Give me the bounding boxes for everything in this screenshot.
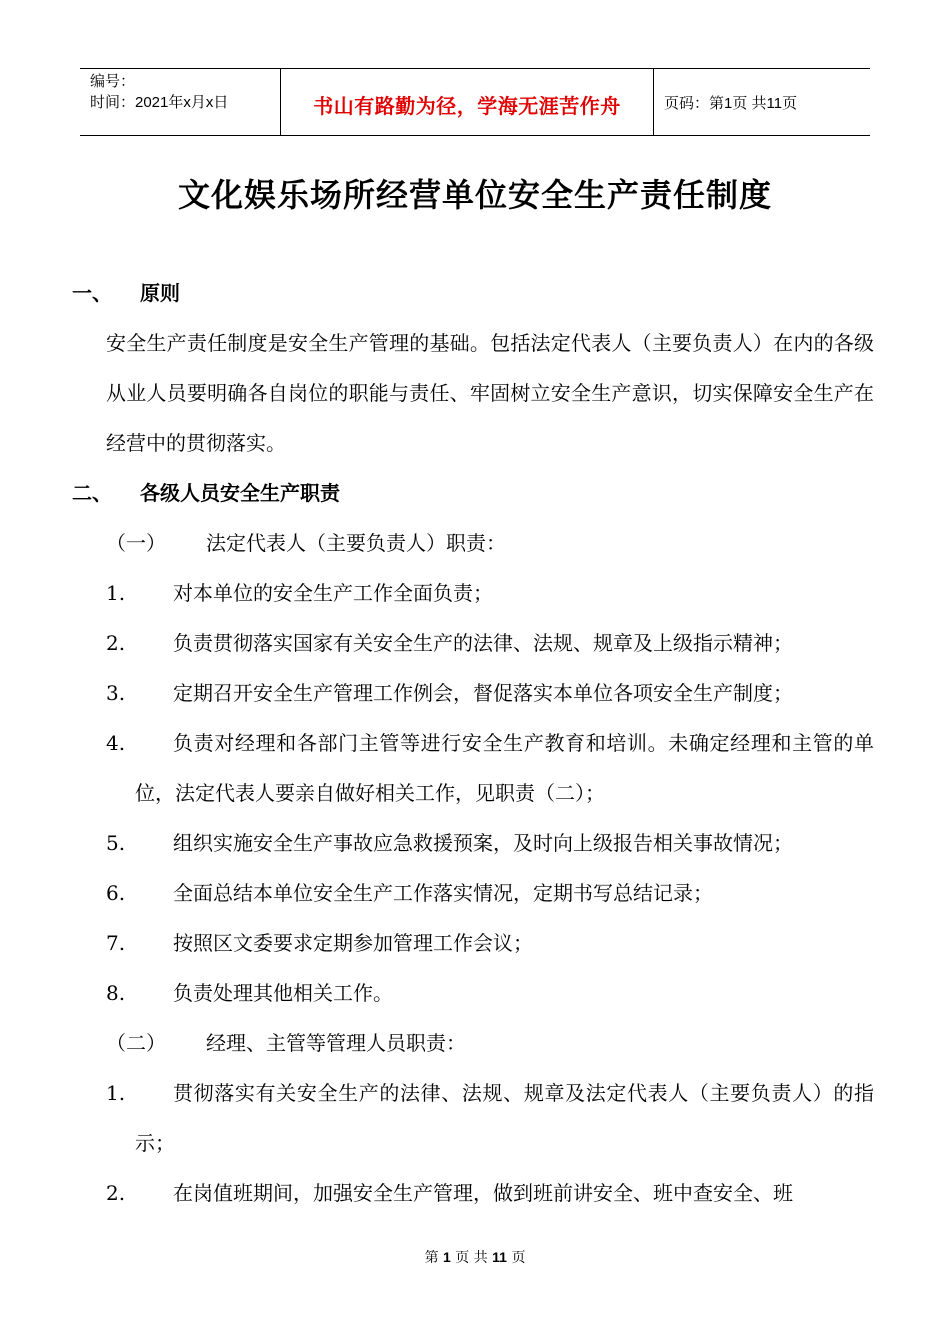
section-paragraph: 安全生产责任制度是安全生产管理的基础。包括法定代表人（主要负责人）在内的各级从业人员要明确各自岗位的职能与责任、牢固树立安全生产意识，切实保障安全生产在经营中的贯彻落实。 <box>106 331 874 455</box>
footer-total-pages: 11 <box>492 1249 507 1265</box>
list-item <box>0 968 950 1018</box>
subsection-heading <box>0 518 950 568</box>
item-number: 5. <box>106 831 126 855</box>
page-header <box>80 68 870 136</box>
item-text: 负责对经理和各部门主管等进行安全生产教育和培训。未确定经理和主管的单位，法定代表人要亲自做好相关工作，见职责（二）； <box>135 731 874 805</box>
item-number: 7. <box>106 931 126 955</box>
item-number: 2. <box>106 631 126 655</box>
list-item <box>0 668 950 718</box>
item-text: 组织实施安全生产事故应急救援预案，及时向上级报告相关事故情况； <box>173 831 793 855</box>
footer-suffix: 页 <box>511 1250 526 1266</box>
section-title: 原则 <box>140 281 180 305</box>
item-text: 定期召开安全生产管理工作例会，督促落实本单位各项安全生产制度； <box>173 681 793 705</box>
footer-page-number: 1 <box>443 1249 451 1265</box>
motto-text: 书山有路勤为径，学海无涯苦作舟 <box>313 93 621 118</box>
footer-middle: 页 共 <box>455 1250 488 1266</box>
section-title: 各级人员安全生产职责 <box>140 481 340 505</box>
item-text: 负责贯彻落实国家有关安全生产的法律、法规、规章及上级指示精神； <box>173 631 793 655</box>
item-text: 全面总结本单位安全生产工作落实情况，定期书写总结记录； <box>173 881 713 905</box>
time-label: 时间：2021年x月x日 <box>90 94 229 111</box>
subsection-title: 法定代表人（主要负责人）职责： <box>206 531 506 555</box>
subsection-title: 经理、主管等管理人员职责： <box>206 1031 466 1055</box>
list-item <box>0 618 950 668</box>
list-item <box>0 818 950 868</box>
footer-prefix: 第 <box>424 1250 439 1266</box>
item-text: 按照区文委要求定期参加管理工作会议； <box>173 931 533 955</box>
item-text: 负责处理其他相关工作。 <box>173 981 393 1005</box>
list-item <box>0 918 950 968</box>
subsection-number: （一） <box>106 531 166 555</box>
subsection-number: （二） <box>106 1031 166 1055</box>
list-item <box>0 1168 950 1218</box>
item-number: 8. <box>106 981 126 1005</box>
item-text: 对本单位的安全生产工作全面负责； <box>173 581 493 605</box>
serial-label: 编号： <box>90 73 136 90</box>
list-item <box>0 868 950 918</box>
document-title: 文化娱乐场所经营单位安全生产责任制度 <box>177 176 772 214</box>
section-number: 一、 <box>72 281 112 305</box>
page-footer <box>0 1247 950 1267</box>
item-text: 在岗值班期间，加强安全生产管理，做到班前讲安全、班中查安全、班 <box>173 1181 793 1205</box>
list-item <box>0 568 950 618</box>
item-number: 3. <box>106 681 126 705</box>
item-number: 2. <box>106 1181 126 1205</box>
section-number: 二、 <box>72 481 112 505</box>
item-number: 1. <box>106 581 126 605</box>
item-number: 1. <box>106 1081 126 1105</box>
section-heading <box>0 268 950 318</box>
header-motto-cell <box>280 69 654 135</box>
header-page-cell <box>654 69 870 135</box>
item-number: 6. <box>106 881 126 905</box>
subsection-heading <box>0 1018 950 1068</box>
header-meta-cell <box>80 69 280 135</box>
page-label: 页码：第1页 共11页 <box>664 94 798 112</box>
item-text: 贯彻落实有关安全生产的法律、法规、规章及法定代表人（主要负责人）的指示； <box>135 1081 874 1155</box>
list-item <box>0 1068 950 1168</box>
document-body <box>0 268 950 1218</box>
section-heading <box>0 468 950 518</box>
list-item <box>0 718 950 818</box>
item-number: 4. <box>106 731 126 755</box>
